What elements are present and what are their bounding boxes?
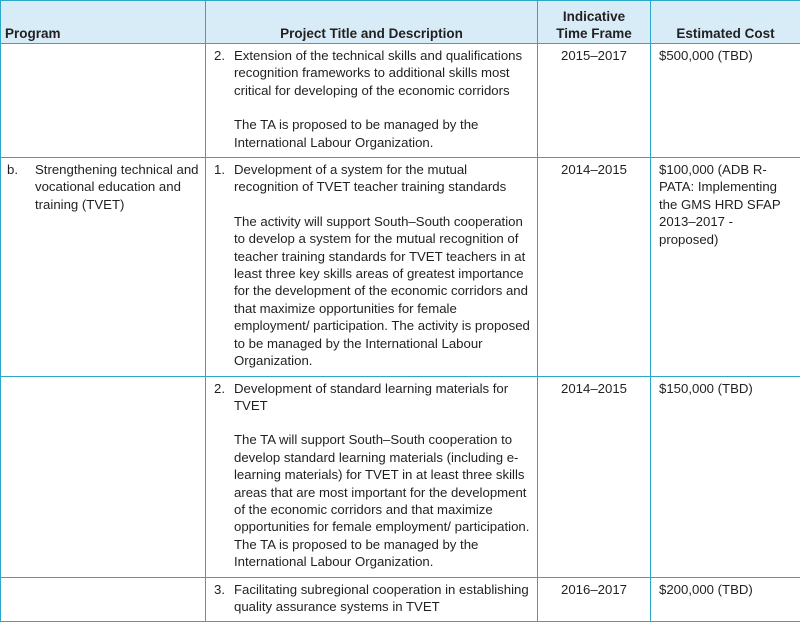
item-title: Extension of the technical skills and qualifications recognition frameworks to additional skills most critical for developing of the economic corridors [234,47,531,99]
description-cell [206,376,538,577]
header-time-frame [538,1,651,44]
header-program: Program [1,1,206,44]
cost-cell: $500,000 (TBD) [651,44,800,158]
table-row [1,376,800,577]
program-cell [1,577,206,622]
table-header-row [1,1,800,44]
item-description: The activity will support South–South cooperation to develop a system for the mutual recognition of teacher training standards for TVET teachers in at least three key skills areas of greatest importance for the development of the economic corridors and that maximize opportunities for female employment/ participation. The activity is proposed to be managed by the International Labour Organization. [234,213,531,370]
header-time-line2: Time Frame [538,26,650,43]
item-number: 2. [214,380,234,415]
cost-cell: $200,000 (TBD) [651,577,800,622]
description-cell [206,577,538,622]
table-row [1,44,800,158]
header-time-line1: Indicative [538,9,650,26]
program-letter: b. [7,161,35,213]
item-title: Development of standard learning materials for TVET [234,380,531,415]
time-frame-cell: 2016–2017 [538,577,651,622]
cost-cell: $100,000 (ADB R-PATA: Implementing the GMS HRD SFAP 2013–2017 - proposed) [651,158,800,376]
item-number: 2. [214,47,234,99]
program-cell [1,158,206,376]
program-cell [1,376,206,577]
program-cell [1,44,206,158]
time-frame-cell: 2014–2015 [538,376,651,577]
description-cell [206,158,538,376]
time-frame-cell: 2014–2015 [538,158,651,376]
item-description: The TA is proposed to be managed by the International Labour Organization. [234,116,531,151]
item-number: 3. [214,581,234,616]
program-name: Strengthening technical and vocational education and training (TVET) [35,161,201,213]
table-row [1,158,800,376]
item-title: Facilitating subregional cooperation in establishing quality assurance systems in TVET [234,581,531,616]
item-title: Development of a system for the mutual recognition of TVET teacher training standards [234,161,531,196]
table-row [1,577,800,622]
time-frame-cell: 2015–2017 [538,44,651,158]
header-title: Project Title and Description [206,1,538,44]
cost-cell: $150,000 (TBD) [651,376,800,577]
header-cost: Estimated Cost [651,1,800,44]
item-number: 1. [214,161,234,196]
item-description: The TA will support South–South cooperation to develop standard learning materials (including e-learning materials) for TVET in at least three skills areas that are most important for the development of the economic corridors and that maximize opportunities for female employment/ participation. The TA is proposed to be managed by the International Labour Organization. [234,431,531,570]
description-cell [206,44,538,158]
